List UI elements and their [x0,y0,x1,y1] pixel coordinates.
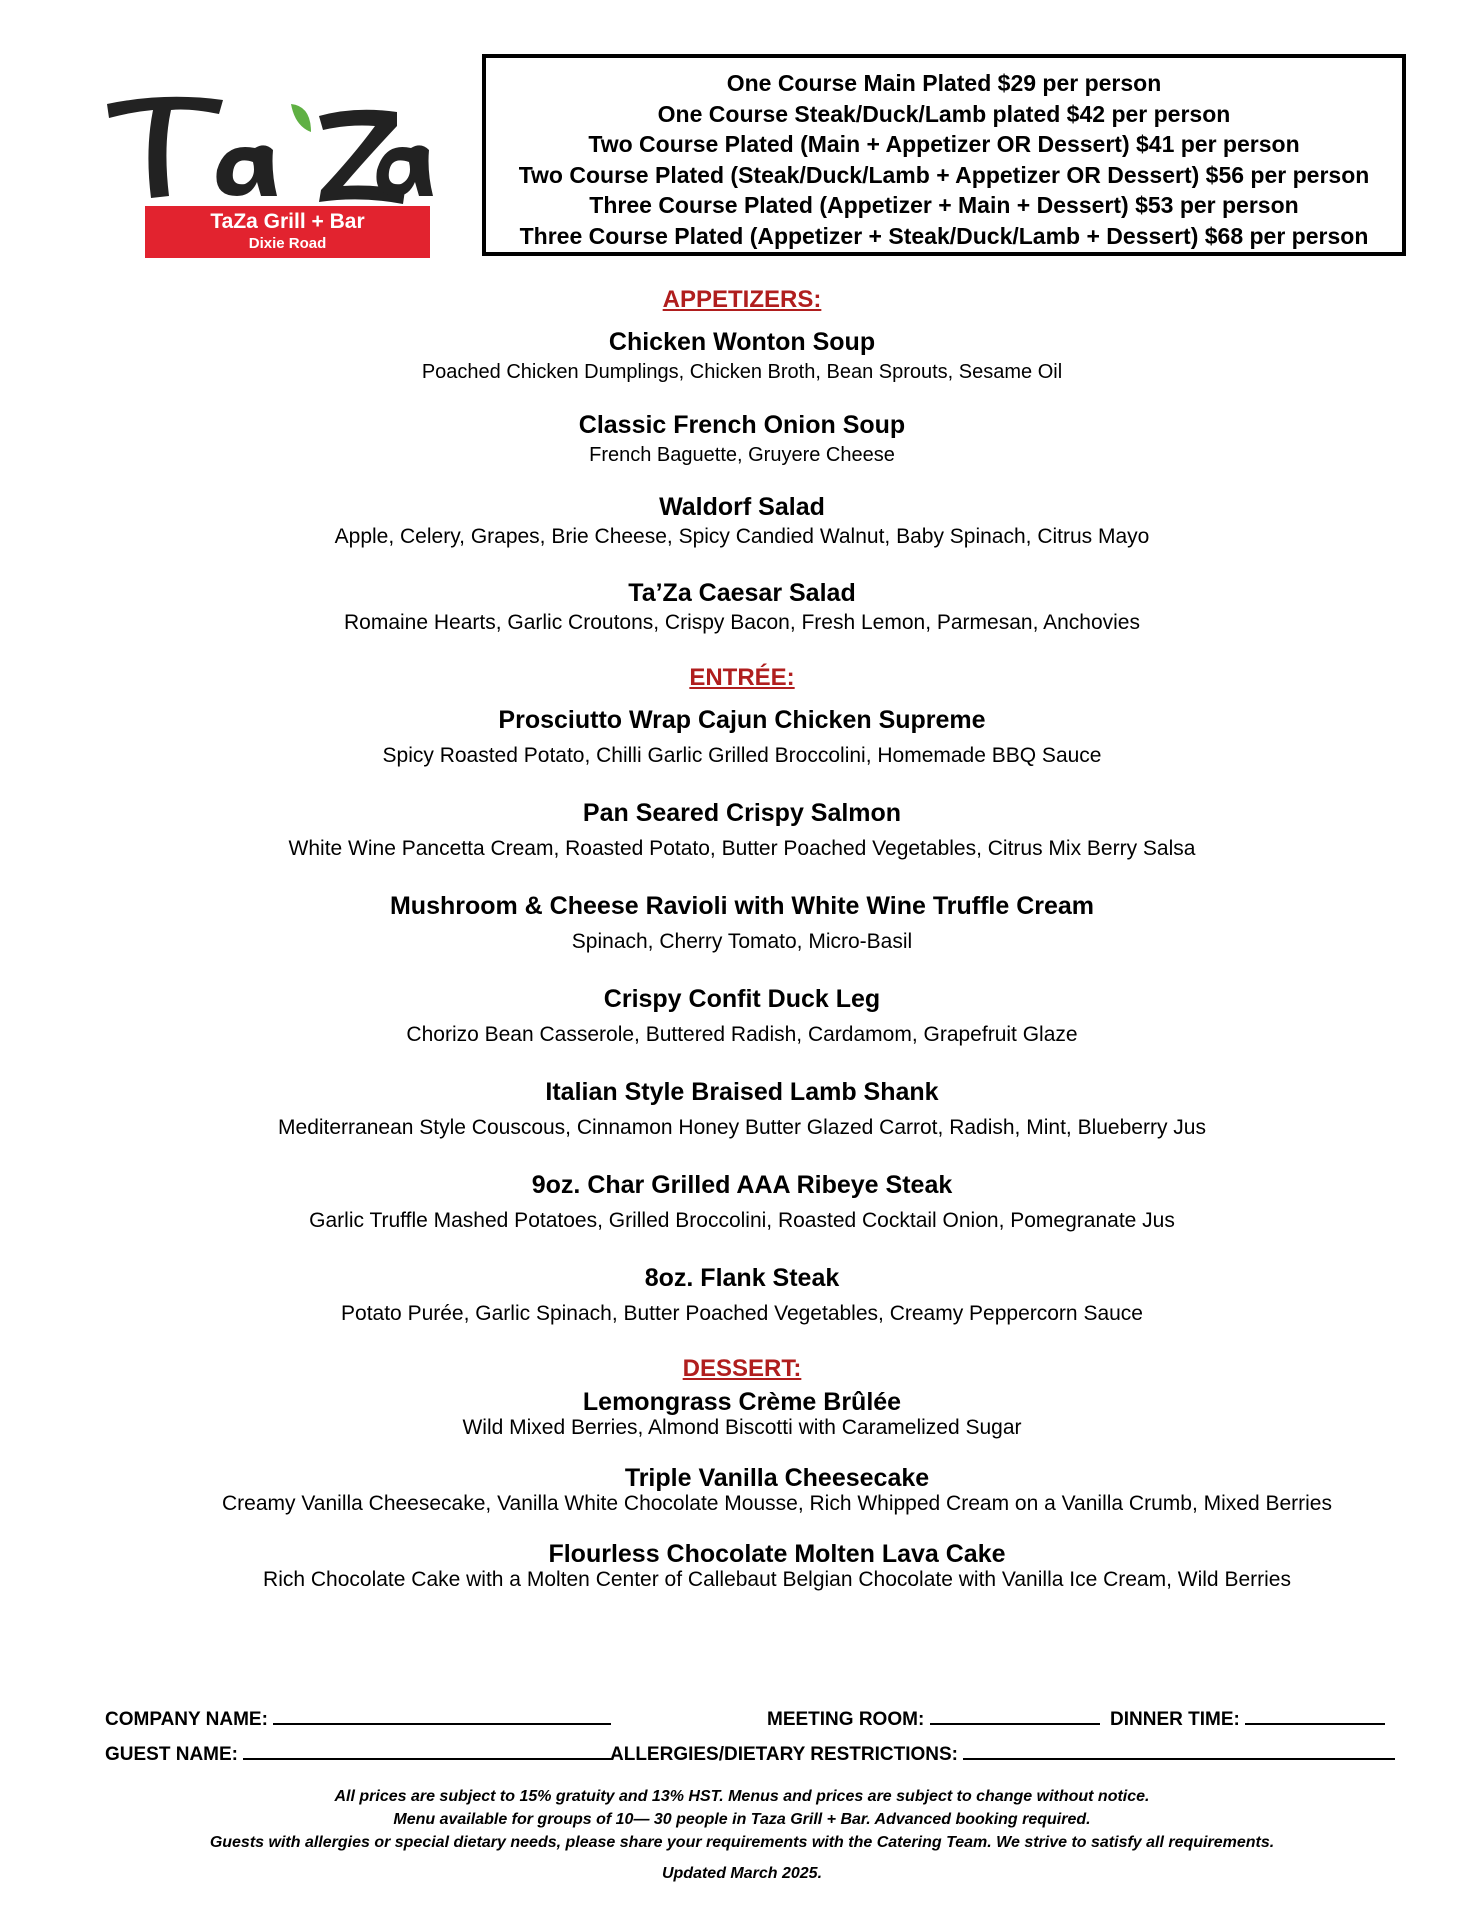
note-line: All prices are subject to 15% gratuity and 13% HST. Menus and prices are subject to change without notice. [334,1788,1150,1805]
pricing-box [482,54,1406,256]
footer-notes [0,1785,1484,1854]
dish-description: Garlic Truffle Mashed Potatoes, Grilled Broccolini, Roasted Cocktail Onion, Pomegranate Jus [309,1209,1175,1232]
menu-item [0,1540,1484,1592]
company-name-label [105,1703,611,1731]
meeting-room-label [767,1703,1100,1731]
menu-item [0,704,1484,770]
dish-description: Creamy Vanilla Cheesecake, Vanilla White Chocolate Mousse, Rich Whipped Cream on a Vanilla Crumb, Mixed Berries [222,1492,1332,1515]
taza-logo [105,86,435,256]
menu-item [0,326,1484,386]
price-line: Three Course Plated (Appetizer + Steak/Duck/Lamb + Dessert) $68 per person [519,222,1369,249]
price-line: One Course Main Plated $29 per person [726,70,1162,96]
price-line: Two Course Plated (Steak/Duck/Lamb + Appetizer OR Dessert) $56 per person [518,161,1370,188]
dish-name: Chicken Wonton Soup [608,328,876,356]
dinner-time-label [1110,1703,1385,1731]
dish-description: French Baguette, Gruyere Cheese [589,444,895,466]
logo-banner-location: Dixie Road [248,235,327,252]
dish-description: Spicy Roasted Potato, Chilli Garlic Grilled Broccolini, Homemade BBQ Sauce [382,744,1102,767]
dish-description: Romaine Hearts, Garlic Croutons, Crispy Bacon, Fresh Lemon, Parmesan, Anchovies [343,611,1140,634]
guest-name-field[interactable] [243,1738,613,1760]
menu-item [0,1169,1484,1235]
menu-item [0,983,1484,1049]
dish-description: Potato Purée, Garlic Spinach, Butter Poached Vegetables, Creamy Peppercorn Sauce [341,1302,1143,1325]
dish-description: Rich Chocolate Cake with a Molten Center of Callebaut Belgian Chocolate with Vanilla Ice Cream, Wild Berries [263,1568,1291,1591]
dish-name: Prosciutto Wrap Cajun Chicken Supreme [498,706,986,734]
price-line: One Course Steak/Duck/Lamb plated $42 per person [657,100,1231,127]
dish-name: Classic French Onion Soup [578,411,906,439]
dish-name: Ta’Za Caesar Salad [628,579,856,607]
logo-banner-name: TaZa Grill + Bar [210,210,365,233]
menu-item [0,1464,1484,1516]
meeting-room-label-text: MEETING ROOM: [767,1709,925,1730]
guest-name-label [105,1738,613,1766]
menu-item [0,890,1484,956]
dish-description: Wild Mixed Berries, Almond Biscotti with Caramelized Sugar [462,1416,1022,1439]
meeting-room-field[interactable] [930,1703,1100,1725]
dish-name: Flourless Chocolate Molten Lava Cake [548,1540,1006,1568]
allergies-label [610,1738,1395,1766]
logo-banner [145,206,430,258]
note-line: Guests with allergies or special dietary needs, please share your requirements with the Catering Team. We strive to satisfy all requirements. [209,1834,1275,1851]
menu-item [0,577,1484,637]
form-row-1 [105,1703,1395,1731]
menu-item [0,491,1484,551]
dinner-time-label-text: DINNER TIME: [1110,1709,1240,1730]
menu-item [0,797,1484,863]
dish-name: 8oz. Flank Steak [644,1264,840,1292]
menu-item [0,1262,1484,1328]
form-row-2 [105,1738,1395,1766]
dish-name: Waldorf Salad [659,493,825,521]
dish-description: Poached Chicken Dumplings, Chicken Broth, Bean Sprouts, Sesame Oil [421,361,1063,383]
dinner-time-field[interactable] [1245,1703,1385,1725]
logo-letter-t [107,97,223,198]
dish-name: Italian Style Braised Lamb Shank [545,1078,939,1106]
dish-name: 9oz. Char Grilled AAA Ribeye Steak [531,1171,953,1199]
logo-letter-a2 [376,145,433,196]
dish-name: Pan Seared Crispy Salmon [582,799,902,827]
dish-description: Spinach, Cherry Tomato, Micro-Basil [571,930,913,953]
dish-description: Mediterranean Style Couscous, Cinnamon Honey Butter Glazed Carrot, Radish, Mint, Blueberry Jus [278,1116,1206,1139]
menu-item [0,1388,1484,1440]
dish-name: Lemongrass Crème Brûlée [582,1388,902,1416]
dish-name: Crispy Confit Duck Leg [603,985,881,1013]
section-title-entree: ENTRÉE: [689,664,795,691]
allergies-field[interactable] [963,1738,1395,1760]
updated-date: Updated March 2025. [661,1865,823,1882]
price-line: Three Course Plated (Appetizer + Main + Dessert) $53 per person [589,192,1299,218]
dish-description: White Wine Pancetta Cream, Roasted Potato, Butter Poached Vegetables, Citrus Mix Berry Salsa [288,837,1196,860]
menu-body [0,285,1484,1592]
guest-name-label-text: GUEST NAME: [105,1744,238,1765]
dish-description: Apple, Celery, Grapes, Brie Cheese, Spicy Candied Walnut, Baby Spinach, Citrus Mayo [334,525,1150,548]
company-name-label-text: COMPANY NAME: [105,1709,268,1730]
note-line: Menu available for groups of 10— 30 people in Taza Grill + Bar. Advanced booking required. [393,1811,1091,1828]
price-line: Two Course Plated (Main + Appetizer OR Dessert) $41 per person [588,131,1300,157]
logo-leaf-accent [291,104,311,132]
menu-item [0,1076,1484,1142]
dish-description: Chorizo Bean Casserole, Buttered Radish, Cardamom, Grapefruit Glaze [406,1023,1078,1046]
section-title-appetizers: APPETIZERS: [662,286,822,313]
allergies-label-text: ALLERGIES/DIETARY RESTRICTIONS: [610,1744,959,1765]
company-name-field[interactable] [273,1703,611,1725]
dish-name: Mushroom & Cheese Ravioli with White Wine Truffle Cream [389,892,1095,920]
logo-wordmark-graphic [105,86,435,206]
menu-item [0,409,1484,469]
dish-name: Triple Vanilla Cheesecake [624,1464,930,1492]
section-title-dessert: DESSERT: [682,1355,802,1382]
logo-letter-a1 [216,145,277,196]
